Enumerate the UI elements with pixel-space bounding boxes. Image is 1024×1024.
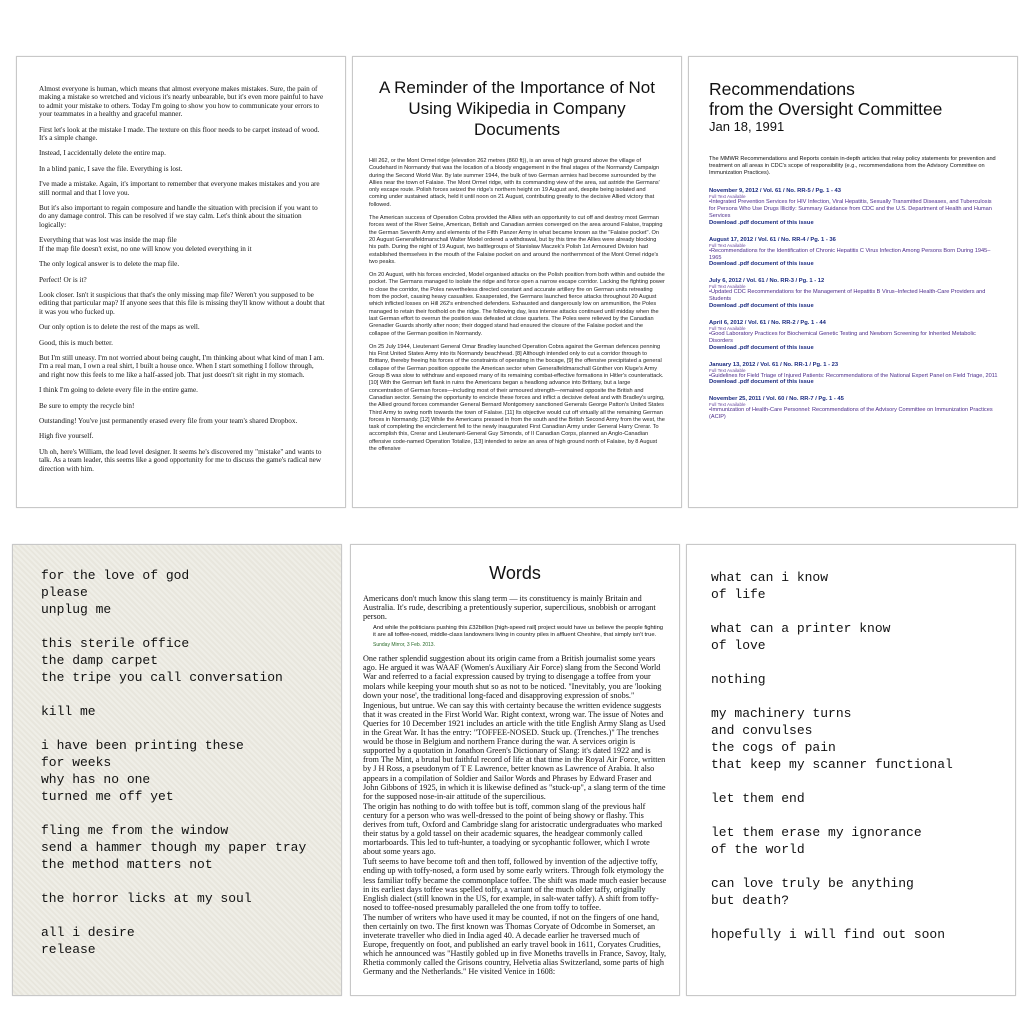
recommendations-title-line2: from the Oversight Committee [709, 99, 943, 119]
poem-stanza: what can a printer know of love [711, 621, 891, 653]
issue-description[interactable]: •Updated CDC Recommendations for the Management of Hepatitis B Virus–Infected Health-Care Providers and Students [709, 289, 986, 303]
poem-stanza: this sterile office the damp carpet the tripe you call conversation [41, 636, 283, 685]
full-text-link[interactable]: Full Text Available [709, 194, 746, 200]
paragraph: Hill 262, or the Mont Ormel ridge (elevation 262 metres (860 ft)), is an area of high ground above the village of Coudehard in Normandy that was the location of a bloody engagement in the final stages of the Normandy Campaign during the Second World War. By late summer 1944, the bulk of two German armies had become surrounded by the Allies near the town of Falaise. The Mont Ormel ridge, with its commanding view of the area, sat astride the Germans' only escape route. Polish forces seized the ridge's northern height on 19 August and, despite being isolated and coming under sustained attack, held it until noon on 21 August, contributing greatly to the decisive Allied victory that followed. [369, 158, 660, 208]
poem-stanza: nothing [711, 672, 766, 687]
poem-stanza: can love truly be anything but death? [711, 876, 914, 908]
poem-stanza: my machinery turns and convulses the cogs of pain that keep my scanner functional [711, 706, 953, 772]
paragraph: I've made a mistake. Again, it's important to remember that everyone makes mistakes and you are still normal and that I love you. [39, 180, 320, 197]
poem-stanza: hopefully i will find out soon [711, 927, 946, 942]
issue-entry [709, 278, 999, 309]
full-text-link[interactable]: Full Text Available [709, 284, 746, 290]
paragraph: One rather splendid suggestion about its origin came from a British journalist some years ago. He argued it was WAAF (Women's Auxiliary Air Force) slang from the Second World War and referred to a facial expression caused by trying to disengage a toffee from your molars while keeping your mouth shut so as not to be noticed. "Inevitably, you are 'looking down your nose', the traditional long-faced and disapproving expression of snobs." [363, 654, 662, 700]
paragraph: The American success of Operation Cobra provided the Allies with an opportunity to cut off and destroy most German forces west of the River Seine, American, British and Canadian armies converged on the area around Falaise, trapping the German Seventh Army and elements of the Fifth Panzer Army in what became known as the "Falaise pocket". On 20 August Generalfeldmarschall Walter Model ordered a withdrawal, but by this time the Allies were already blocking his path. During the night of 19 August, two battlegroups of Stanisław Maczek's Polish 1st Armoured Division had established themselves in the mouth of the Falaise pocket on and around the northernmost of the Mont Ormel ridge's two peaks. [369, 215, 663, 265]
poem-stanza: i have been printing these for weeks why has no one turned me off yet [41, 738, 244, 804]
paragraph: The number of writers who have used it may be counted, if not on the fingers of one hand, then certainly on two. The first known was Thomas Coryate of Odcombe in Somerset, an inveterate traveller who died in India aged 40. A decade earlier he traversed much of Europe, frequently on foot, and published an early travel book in 1611, Coryates Crudities, which he announced was "Hastily gobled up in five Moneths travells in France, Savoy, Italy, Rhetia commonly called the Grisons country, Helvetia alias Switzerland, some parts of high Germany and the Netherlands." He visited Venice in 1608: [363, 912, 667, 977]
paragraph: On 20 August, with his forces encircled, Model organised attacks on the Polish position from both within and outside the pocket. The Germans managed to isolate the ridge and force open a narrow escape corridor. Lacking the fighting power to close the corridor, the Poles nevertheless directed constant and accurate artillery fire on German units retreating from the pocket, causing heavy casualties. Exasperated, the Germans launched fierce attacks throughout 20 August which inflicted losses on Hill 262's entrenched defenders. Exhausted and dangerously low on ammunition, the Poles managed to retain their foothold on the ridge. The following day, less intense attacks continued until midday when the last German effort to overrun the position was defeated at close quarters. The Poles were relieved by the Canadian Grenadier Guards shortly after noon; their dogged stand had ensured the closure of the Falaise pocket and the collapse of the German position in Normandy. [369, 272, 665, 337]
issue-entry [709, 396, 999, 421]
document-panel-wikipedia [352, 56, 682, 508]
issue-header[interactable]: August 17, 2012 / Vol. 61 / No. RR-4 / Pg. 1 - 36 [709, 236, 836, 243]
mistakes-article-body [39, 85, 325, 473]
poem-stanza: let them erase my ignorance of the world [711, 825, 922, 857]
words-article-body [363, 654, 667, 976]
paragraph: Everything that was lost was inside the map file If the map file doesn't exist, no one will know you deleted everything in it [39, 236, 252, 253]
paragraph: On 25 July 1944, Lieutenant General Omar Bradley launched Operation Cobra against the German defences penning his First United States Army into its Normandy beachhead. [8] Although intended only to cut a corridor through to Brittany, thereby freeing his forces of the constraints of operating in the bocage, [9] the offensive precipitated a general collapse of the German position opposite the American sector when Generalfeldmarschall Günther von Kluge's Army Group B was slow to withdraw and exposed many of its remaining combat-effective formations in Hitler's counterattack. [10] With the German left flank in ruins the Americans began a headlong advance into Brittany, but a large concentration of German forces—including most of their armoured strength—remained opposite the British and Canadian sector. Sensing the opportunity to encircle these forces and inflict a decisive defeat and with Bradley's urging, the Allied ground forces commander General Bernard Montgomery sanctioned Generals George Patton's United States Third Army to swing north towards the town of Falaise. [11] Its objective would cut off virtually all the remaining German forces in Normandy. [12] While the Americans pressed in from the south and the British Second Army from the west, the task of completing the encirclement fell to the newly inaugurated First Canadian Army under General Harry Crerar. To accomplish this, Crerar and Lieutenant-General Guy Simonds, of II Canadian Corps, planned an Anglo-Canadian offensive code-named Operation Totalize, [13] intended to seize an area of high ground north of Falaise, by 8 August the offensive [369, 343, 665, 452]
poem-panel-printer-love [686, 544, 1016, 996]
download-pdf-link[interactable]: Download .pdf document of this issue [709, 344, 814, 351]
full-text-link[interactable]: Full Text Available [709, 325, 746, 331]
issue-header[interactable]: April 6, 2012 / Vol. 61 / No. RR-2 / Pg. 1 - 44 [709, 319, 826, 326]
words-intro: Americans don't much know this slang term — its constituency is mainly Britain and Australia. It's rude, describing a pretentiously superior, supercilious, snobbish or arrogant person. [363, 594, 656, 622]
poem-stanza: kill me [41, 704, 96, 719]
recommendations-intro: The MMWR Recommendations and Reports contain in-depth articles that relay policy statements for prevention and treatment on all areas in CDC's scope of responsibility (e.g., recommendations from the Advisory Committee on Immunization Practices). [709, 156, 996, 176]
paragraph: Perfect! Or is it? [39, 275, 87, 284]
recommendations-title-line1: Recommendations [709, 79, 855, 99]
poem-stanza: fling me from the window send a hammer though my paper tray the method matters not [41, 823, 307, 872]
recommendations-date: Jan 18, 1991 [709, 119, 785, 134]
issue-description[interactable]: •Recommendations for the Identification of Chronic Hepatitis C Virus Infection Among Persons Born During 1945–1965 [709, 247, 991, 261]
paragraph: Ingenious, but untrue. We can say this with certainty because the written evidence suggests that it was created in the First World War. Right context, wrong war. The issue of Notes and Queries for 10 December 1921 includes an article with the title English Army Slang as Used in the Great War. It has the entry: "TOFFEE-NOSED. Stuck up. (Trenches.)" The trenches would be those in Belgium and northern France during the war. A services origin is supported by a quotation in Jonathon Green's Dictionary of Slang: it's dated 1922 and is from The Mint, a brutal but faithful record of life at that time in the Royal Air Force, written by J H Ross, a pseudonym of T E Lawrence, better known as Lawrence of Arabia. It also appears in a compilation of Soldier and Sailor Words and Phrases by Edward Fraser and John Gibbons of 1925, in which it is likewise defined as "stuck-up", a slang term of the time for the supposed nose-in-air attitude of the supercilious. [363, 700, 666, 801]
issue-header[interactable]: January 13, 2012 / Vol. 61 / No. RR-1 / Pg. 1 - 23 [709, 361, 839, 368]
issue-header[interactable]: November 9, 2012 / Vol. 61 / No. RR-5 / Pg. 1 - 43 [709, 188, 841, 195]
paragraph: I think I'm going to delete every file in the entire game. [39, 386, 198, 395]
full-text-link[interactable]: Full Text Available [709, 242, 746, 248]
full-text-link[interactable]: Full Text Available [709, 367, 746, 373]
issue-entry [709, 188, 999, 225]
paragraph: The origin has nothing to do with toffee but is toff, common slang of the previous half century for a person who was well-dressed to the point of being showy or flashy. This derives from tuft, Oxford and Cambridge slang for aristocratic undergraduates who marked their status by a gold tassel on their academic squares, the headgear commonly called mortarboards. This led to tuft-hunter, a toadying or sycophantic follower, which I wrote about some years ago. [363, 801, 663, 857]
issue-entry [709, 362, 999, 386]
paragraph: Uh oh, here's William, the lead level designer. It seems he's discovered my "mistake" and wants to talk. As a team leader, this seems like a good opportunity for me to discuss the game's radical new direction with him. [39, 447, 322, 473]
paragraph: Good, this is much better. [39, 338, 113, 347]
poem-stanza: let them end [711, 791, 805, 806]
paragraph: The only logical answer is to delete the map file. [39, 260, 180, 269]
full-text-link[interactable]: Full Text Available [709, 402, 746, 408]
unplug-poem [41, 567, 331, 958]
words-quote: And while the politicians pushing this £32billion [high-speed rail] project would have us believe the people fighting it are all toffee-nosed, middle-class landowners living in country piles in affluent Cheshire, that simply isn't true. [373, 625, 664, 639]
poem-stanza: the horror licks at my soul [41, 891, 252, 906]
poem-stanza: what can i know of life [711, 570, 829, 602]
download-pdf-link[interactable]: Download .pdf document of this issue [709, 261, 814, 268]
download-pdf-link[interactable]: Download .pdf document of this issue [709, 379, 814, 386]
document-panel-recommendations [688, 56, 1018, 508]
paragraph: High five yourself. [39, 432, 94, 441]
paragraph: Almost everyone is human, which means that almost everyone makes mistakes. Sure, the pain of making a mistake so wretched and vicious it's nearly unbearable, but it's even more painful to have to admit your mistake to others. Today I'm going to show you how to communicate your errors to your teammates in a healthy and graceful manner. [39, 85, 324, 119]
poem-stanza: all i desire release [41, 925, 135, 957]
paragraph: Look closer. Isn't it suspicious that that's the only missing map file? Weren't you supposed to be editing that particular map? If anyone sees that this file is missing they'll know without a doubt that it was you who fucked up. [39, 290, 325, 316]
issue-entry [709, 320, 999, 351]
paragraph: Tuft seems to have become toft and then toff, followed by invention of the adjective toffy, ending up with toffy-nosed, a form used by some early writers. Through folk etymology the less familiar toffy became the commonplace toffee. The shift was made much easier because in its earliest days toffee was spelled toffy, a variant of the much older taffy, originally English dialect (still known in the US, for example, in salt-water taffy). A shift from toffy-nosed to toffee-nosed presumably paralleled the one from toffy to toffee. [363, 857, 667, 912]
issue-header[interactable]: July 6, 2012 / Vol. 61 / No. RR-3 / Pg. 1 - 12 [709, 278, 825, 285]
download-pdf-link[interactable]: Download .pdf document of this issue [709, 302, 814, 309]
wikipedia-doc-body [369, 158, 665, 453]
paragraph: But I'm still uneasy. I'm not worried about being caught, I'm thinking about what kind of man I am. I'm a real man, I own a real shirt, I built a house once. When I start something I follow through, and right now this feels to me like a half-assed job. That just doesn't sit right in my stomach. [39, 353, 325, 379]
download-pdf-link[interactable]: Download .pdf document of this issue [709, 219, 814, 226]
issue-list [709, 188, 999, 421]
issue-description[interactable]: •Integrated Prevention Services for HIV Infection, Viral Hepatitis, Sexually Transmitted Diseases, and Tuberculosis for Persons Who Use Drugs Illicitly: Summary Guidance from CDC and the U.S. Department of Health and Human Services [709, 199, 992, 219]
document-panel-words [350, 544, 680, 996]
words-title: Words [489, 563, 541, 583]
issue-description[interactable]: •Guidelines for Field Triage of Injured Patients: Recommendations of the National Expert Panel on Field Triage, 2011 [709, 372, 998, 379]
wikipedia-doc-title: A Reminder of the Importance of Not Using Wikipedia in Company Documents [379, 78, 655, 139]
paragraph: Be sure to empty the recycle bin! [39, 401, 135, 410]
document-panel-mistakes [16, 56, 346, 508]
issue-entry [709, 237, 999, 268]
paragraph: In a blind panic, I save the file. Everything is lost. [39, 164, 183, 173]
issue-header[interactable]: November 25, 2011 / Vol. 60 / No. RR-7 / Pg. 1 - 45 [709, 396, 844, 403]
issue-description[interactable]: •Good Laboratory Practices for Biochemical Genetic Testing and Newborn Screening for Inherited Metabolic Disorders [709, 330, 976, 344]
paragraph: Outstanding! You've just permanently erased every file from your team's shared Dropbox. [39, 416, 298, 425]
issue-description[interactable]: •Immunization of Health-Care Personnel: Recommendations of the Advisory Committee on Immunization Practices (ACIP) [709, 407, 993, 421]
poem-panel-unplug [12, 544, 342, 996]
printer-love-poem [711, 569, 1001, 943]
words-citation: Sunday Mirror, 3 Feb. 2013. [373, 642, 435, 649]
poem-stanza: for the love of god please unplug me [41, 568, 190, 617]
paragraph: Instead, I accidentally delete the entire map. [39, 149, 166, 158]
paragraph: First let's look at the mistake I made. The texture on this floor needs to be carpet instead of wood. It's a simple change. [39, 125, 320, 143]
paragraph: But it's also important to regain composure and handle the situation with precision if you want to do any damage control. This can be resolved if we stay calm. Let's think about the situation logically: [39, 204, 318, 229]
paragraph: Our only option is to delete the rest of the maps as well. [39, 323, 200, 332]
